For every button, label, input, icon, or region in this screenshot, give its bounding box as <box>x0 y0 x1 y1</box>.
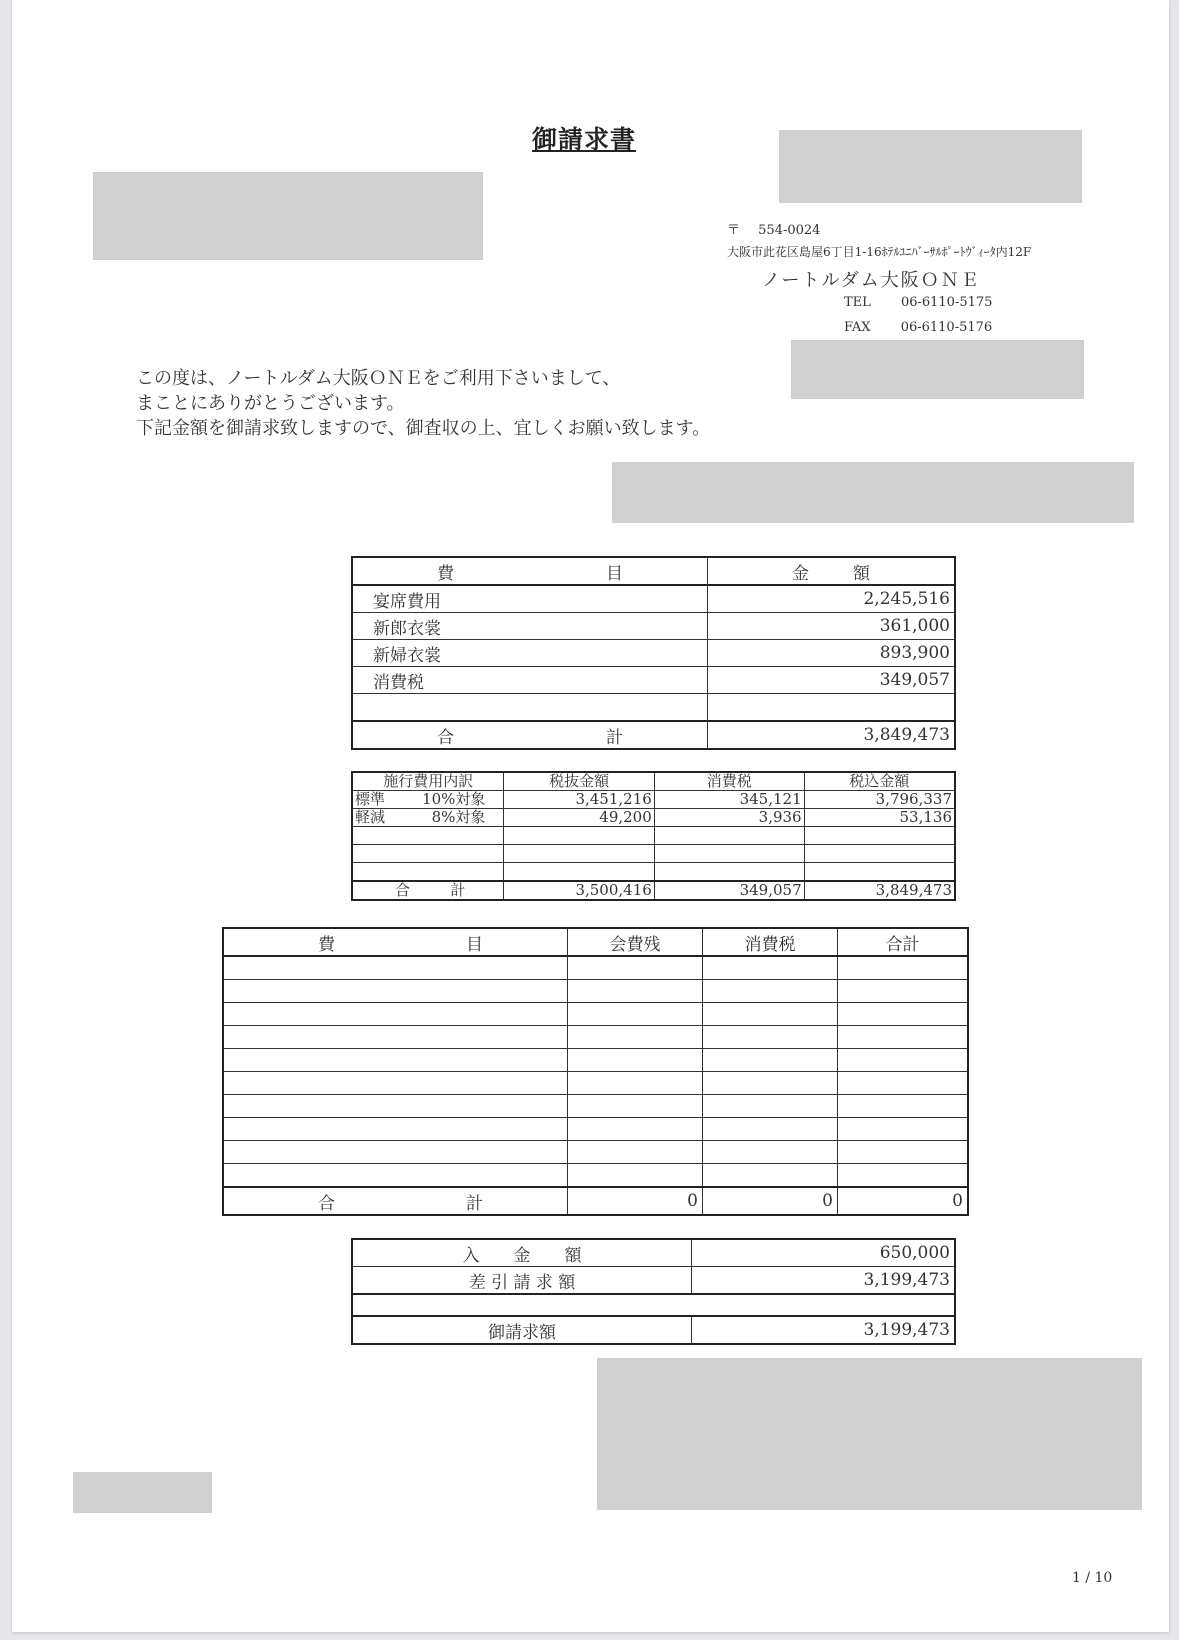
empty-cell <box>568 1072 703 1095</box>
tel-line <box>844 295 992 310</box>
tax-amount: 345,121 <box>654 791 804 809</box>
summary-table <box>351 556 956 750</box>
total-label: 合 計 <box>352 721 708 749</box>
header-balance: 会費残 <box>568 928 703 956</box>
postal-line <box>727 219 820 238</box>
greeting-line: まことにありがとうございます。 <box>136 393 405 414</box>
item-name: 宴席費用 <box>352 585 708 613</box>
item-amount: 349,057 <box>708 667 956 694</box>
header-item: 費 目 <box>352 557 708 585</box>
rate-category: 軽減 8%対象 <box>352 809 504 827</box>
rate-category <box>352 827 504 845</box>
tax-amount <box>654 863 804 882</box>
tax-breakdown-table <box>351 771 956 901</box>
pretax-amount: 3,451,216 <box>504 791 654 809</box>
empty-cell <box>703 1095 838 1118</box>
item-name: 新郎衣裳 <box>352 613 708 640</box>
table-row <box>352 809 955 827</box>
empty-cell <box>838 956 969 980</box>
empty-cell <box>838 1095 969 1118</box>
header-total: 合計 <box>838 928 969 956</box>
empty-cell <box>703 1049 838 1072</box>
postal-code: 554-0024 <box>758 223 821 238</box>
item-name: 新婦衣裳 <box>352 640 708 667</box>
pretax-amount <box>504 827 654 845</box>
total-row <box>352 881 955 900</box>
header-pretax: 税抜金額 <box>504 772 654 791</box>
document-title: 御請求書 <box>532 125 637 154</box>
empty-cell <box>223 1003 568 1026</box>
empty-cell <box>568 1049 703 1072</box>
empty-cell <box>838 1164 969 1188</box>
rate-category <box>352 845 504 863</box>
fax-line <box>844 320 992 335</box>
redacted-block <box>791 340 1084 399</box>
item-amount: 361,000 <box>708 613 956 640</box>
invoice-row <box>352 1316 955 1344</box>
table-row <box>223 956 968 980</box>
empty-cell <box>838 1141 969 1164</box>
header-tax: 消費税 <box>703 928 838 956</box>
table-row <box>352 694 955 722</box>
total-pretax: 3,500,416 <box>504 881 654 900</box>
empty-cell <box>223 1118 568 1141</box>
empty-cell <box>568 1026 703 1049</box>
deposit-row <box>352 1239 955 1267</box>
total-balance: 0 <box>568 1187 703 1215</box>
table-row <box>223 1118 968 1141</box>
table-row <box>223 1095 968 1118</box>
empty-cell <box>703 1072 838 1095</box>
postal-mark: 〒 <box>727 223 741 238</box>
pretax-amount: 49,200 <box>504 809 654 827</box>
empty-cell <box>703 1003 838 1026</box>
issuer-address: 大阪市此花区島屋6丁目1-16ﾎﾃﾙﾕﾆﾊﾞｰｻﾙﾎﾟｰﾄｳﾞｨｰﾀ内12F <box>727 245 1032 259</box>
redacted-block <box>779 130 1082 203</box>
total-label: 合 計 <box>223 1187 568 1215</box>
empty-cell <box>838 1003 969 1026</box>
difference-amount: 3,199,473 <box>692 1267 956 1295</box>
tax-amount <box>654 845 804 863</box>
table-row <box>223 1164 968 1188</box>
empty-cell <box>703 1164 838 1188</box>
empty-cell <box>223 1095 568 1118</box>
fee-balance-rows <box>223 956 968 1187</box>
empty-cell <box>568 1141 703 1164</box>
empty-cell <box>703 1141 838 1164</box>
empty-cell <box>838 1118 969 1141</box>
fax-number: 06-6110-5176 <box>900 320 993 335</box>
empty-cell <box>568 1164 703 1188</box>
empty-cell <box>568 1095 703 1118</box>
table-row <box>223 980 968 1003</box>
empty-cell <box>223 1141 568 1164</box>
invoice-label: 御請求額 <box>352 1316 692 1344</box>
empty-cell <box>838 1072 969 1095</box>
deposit-amount: 650,000 <box>692 1239 956 1267</box>
table-row <box>352 640 955 667</box>
empty-cell <box>568 956 703 980</box>
total-tax: 0 <box>703 1187 838 1215</box>
header-amount: 金 額 <box>708 557 956 585</box>
rate-category <box>352 863 504 882</box>
total-row <box>352 721 955 749</box>
table-row <box>352 791 955 809</box>
document-page <box>12 0 1169 1632</box>
rate-category: 標準 10%対象 <box>352 791 504 809</box>
total-amount: 3,849,473 <box>708 721 956 749</box>
difference-row <box>352 1267 955 1295</box>
tel-label: TEL <box>844 295 871 310</box>
total-total: 0 <box>838 1187 969 1215</box>
table-row <box>352 667 955 694</box>
with-tax-amount <box>804 845 955 863</box>
redacted-block <box>612 462 1134 523</box>
spacer-row <box>352 1294 955 1316</box>
page-indicator: 1 / 10 <box>1072 1570 1113 1586</box>
item-amount: 893,900 <box>708 640 956 667</box>
table-row <box>352 863 955 882</box>
redacted-block <box>73 1472 212 1513</box>
table-row <box>352 585 955 613</box>
table-row <box>223 1141 968 1164</box>
item-amount <box>708 694 956 722</box>
table-header-row <box>223 928 968 956</box>
header-tax: 消費税 <box>654 772 804 791</box>
payment-table <box>351 1238 956 1345</box>
tel-number: 06-6110-5175 <box>900 295 993 310</box>
table-row <box>352 845 955 863</box>
fee-balance-table <box>222 927 969 1216</box>
empty-cell <box>838 980 969 1003</box>
empty-cell <box>223 1164 568 1188</box>
with-tax-amount: 3,796,337 <box>804 791 955 809</box>
pretax-amount <box>504 845 654 863</box>
item-amount: 2,245,516 <box>708 585 956 613</box>
header-with-tax: 税込金額 <box>804 772 955 791</box>
total-tax: 349,057 <box>654 881 804 900</box>
table-row <box>352 613 955 640</box>
deposit-label: 入 金 額 <box>352 1239 692 1267</box>
empty-cell <box>223 956 568 980</box>
table-row <box>223 1026 968 1049</box>
table-header-row <box>352 772 955 791</box>
tax-amount <box>654 827 804 845</box>
with-tax-amount: 53,136 <box>804 809 955 827</box>
tax-amount: 3,936 <box>654 809 804 827</box>
empty-cell <box>838 1049 969 1072</box>
difference-label: 差 引 請 求 額 <box>352 1267 692 1295</box>
empty-cell <box>838 1026 969 1049</box>
invoice-amount: 3,199,473 <box>692 1316 956 1344</box>
empty-cell <box>568 1118 703 1141</box>
greeting-line: この度は、ノートルダム大阪ＯＮＥをご利用下さいまして、 <box>136 368 621 389</box>
redacted-block <box>93 172 483 260</box>
empty-cell <box>703 1026 838 1049</box>
greeting-line: 下記金額を御請求致しますので、御査収の上、宜しくお願い致します。 <box>136 418 711 439</box>
header-breakdown: 施行費用内訳 <box>352 772 504 791</box>
with-tax-amount <box>804 863 955 882</box>
issuer-company-name: ノートルダム大阪ＯＮＥ <box>762 270 981 291</box>
pretax-amount <box>504 863 654 882</box>
empty-cell <box>223 1049 568 1072</box>
table-row <box>223 1003 968 1026</box>
table-header-row <box>352 557 955 585</box>
empty-cell <box>703 1118 838 1141</box>
total-row <box>223 1187 968 1215</box>
item-name: 消費税 <box>352 667 708 694</box>
table-row <box>223 1072 968 1095</box>
empty-cell <box>223 1026 568 1049</box>
empty-cell <box>223 1072 568 1095</box>
total-with-tax: 3,849,473 <box>804 881 955 900</box>
header-item: 費 目 <box>223 928 568 956</box>
empty-cell <box>703 980 838 1003</box>
item-name <box>352 694 708 722</box>
with-tax-amount <box>804 827 955 845</box>
table-row <box>223 1049 968 1072</box>
empty-cell <box>223 980 568 1003</box>
redacted-block <box>597 1358 1142 1510</box>
total-label: 合 計 <box>352 881 504 900</box>
table-row <box>352 827 955 845</box>
empty-cell <box>568 1003 703 1026</box>
empty-cell <box>568 980 703 1003</box>
greeting-text <box>136 366 710 441</box>
empty-cell <box>703 956 838 980</box>
fax-label: FAX <box>844 320 871 335</box>
